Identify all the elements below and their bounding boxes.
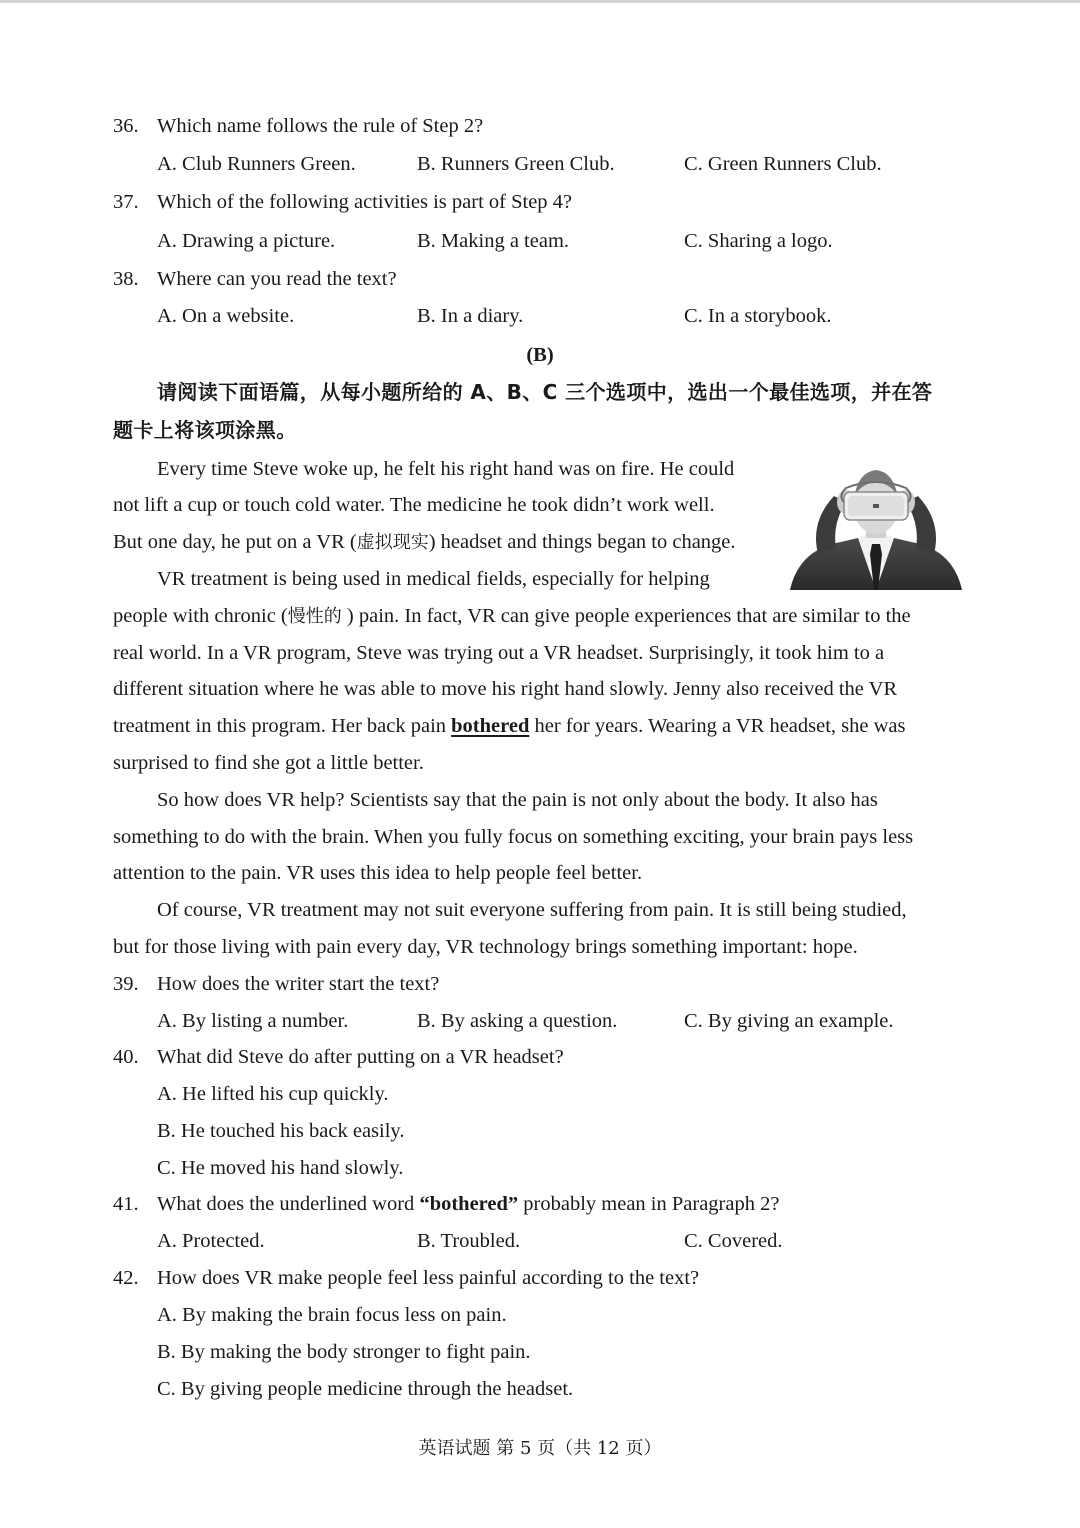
- option-b: B. Troubled.: [417, 1230, 521, 1252]
- option-a: A. By listing a number.: [157, 1010, 349, 1032]
- question-text: How does VR make people feel less painful according to the text?: [157, 1267, 700, 1289]
- option-b: B. By making the body stronger to fight pain.: [157, 1341, 531, 1363]
- option-b: B. By asking a question.: [417, 1010, 618, 1032]
- passage-p2-line-2: people with chronic (慢性的 ) pain. In fact, VR can give people experiences that are similar to the: [113, 605, 911, 627]
- option-c: C. By giving an example.: [684, 1010, 894, 1032]
- option-c: C. He moved his hand slowly.: [157, 1157, 404, 1179]
- option-a: A. He lifted his cup quickly.: [157, 1083, 389, 1105]
- option-c: C. By giving people medicine through the headset.: [157, 1378, 574, 1400]
- option-a: A. On a website.: [157, 305, 295, 327]
- instruction-line-1: 请阅读下面语篇，从每小题所给的 A、B、C 三个选项中，选出一个最佳选项，并在答: [157, 380, 933, 404]
- option-c: C. Covered.: [684, 1230, 783, 1252]
- question-text: How does the writer start the text?: [157, 973, 440, 995]
- passage-p2-line-3: real world. In a VR program, Steve was trying out a VR headset. Surprisingly, it took him to a: [113, 642, 885, 664]
- section-heading: (B): [526, 344, 554, 366]
- question-text: What did Steve do after putting on a VR headset?: [157, 1046, 564, 1068]
- instruction-line-2: 题卡上将该项涂黑。: [113, 418, 297, 442]
- passage-p2-line-5: treatment in this program. Her back pain bothered her for years. Wearing a VR headset, she was: [113, 715, 906, 737]
- page-footer: 英语试题 第 5 页（共 12 页）: [418, 1438, 662, 1459]
- question-number: 41.: [113, 1193, 139, 1215]
- vr-headset-photo: [788, 462, 964, 592]
- option-a: A. By making the brain focus less on pain.: [157, 1304, 507, 1326]
- passage-p1-line-3: But one day, he put on a VR (虚拟现实) headset and things began to change.: [113, 531, 736, 553]
- question-number: 39.: [113, 973, 139, 995]
- question-text: What does the underlined word “bothered” probably mean in Paragraph 2?: [157, 1193, 780, 1215]
- question-text: Which name follows the rule of Step 2?: [157, 115, 484, 137]
- option-b: B. He touched his back easily.: [157, 1120, 405, 1142]
- question-text: Which of the following activities is part of Step 4?: [157, 191, 573, 213]
- passage-p4-line-1: Of course, VR treatment may not suit everyone suffering from pain. It is still being studied,: [157, 899, 907, 921]
- top-border: [0, 0, 1080, 3]
- option-b: B. In a diary.: [417, 305, 524, 327]
- question-number: 36.: [113, 115, 139, 137]
- option-a: A. Club Runners Green.: [157, 153, 356, 175]
- option-a: A. Protected.: [157, 1230, 265, 1252]
- option-b: B. Runners Green Club.: [417, 153, 615, 175]
- passage-p3-line-3: attention to the pain. VR uses this idea to help people feel better.: [113, 862, 643, 884]
- option-a: A. Drawing a picture.: [157, 230, 336, 252]
- passage-p2-line-1: VR treatment is being used in medical fields, especially for helping: [157, 568, 710, 590]
- question-text: Where can you read the text?: [157, 268, 397, 290]
- passage-p3-line-2: something to do with the brain. When you fully focus on something exciting, your brain pays less: [113, 826, 914, 848]
- option-c: C. Green Runners Club.: [684, 153, 882, 175]
- underlined-word: bothered: [451, 715, 530, 737]
- option-c: C. In a storybook.: [684, 305, 832, 327]
- option-b: B. Making a team.: [417, 230, 570, 252]
- question-number: 38.: [113, 268, 139, 290]
- question-number: 42.: [113, 1267, 139, 1289]
- passage-p1-line-1: Every time Steve woke up, he felt his right hand was on fire. He could: [157, 458, 735, 480]
- passage-p1-line-2: not lift a cup or touch cold water. The medicine he took didn’t work well.: [113, 494, 715, 516]
- question-number: 40.: [113, 1046, 139, 1068]
- quoted-word: “bothered”: [419, 1193, 519, 1215]
- option-c: C. Sharing a logo.: [684, 230, 833, 252]
- passage-p2-line-6: surprised to find she got a little better.: [113, 752, 424, 774]
- passage-p3-line-1: So how does VR help? Scientists say that the pain is not only about the body. It also has: [157, 789, 878, 811]
- passage-p4-line-2: but for those living with pain every day, VR technology brings something important: hope.: [113, 936, 858, 958]
- passage-p2-line-4: different situation where he was able to move his right hand slowly. Jenny also received the VR: [113, 678, 898, 700]
- question-number: 37.: [113, 191, 139, 213]
